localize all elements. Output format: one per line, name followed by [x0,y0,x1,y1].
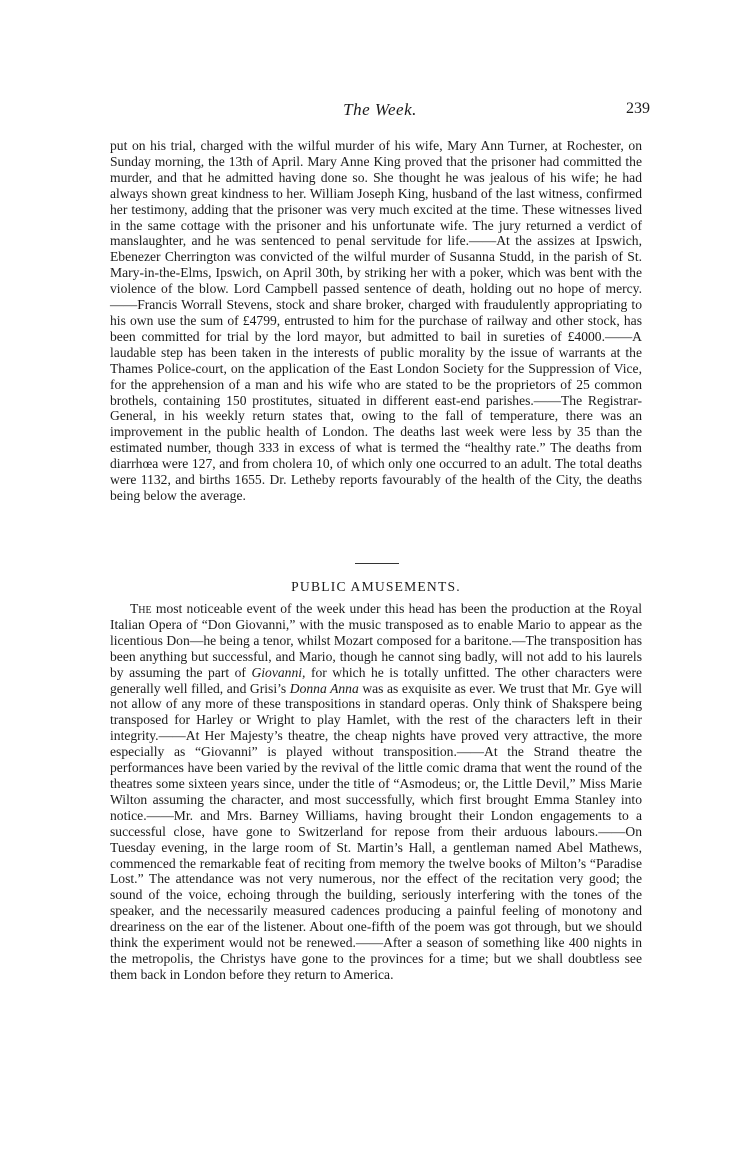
role-donna-anna: Donna Anna [289,680,359,696]
section-heading: PUBLIC AMUSEMENTS. [291,579,461,594]
amusements-paragraph [110,601,642,983]
page-number: 239 [626,100,650,117]
role-giovanni: Giovanni, [251,664,306,680]
amusements-text-part-2: for which he is totally unfitted. The other characters were generally well filled, and Grisi’s [110,664,643,696]
news-paragraph [110,138,642,504]
news-paragraph-text: put on his trial, charged with the wilful murder of his wife, Mary Ann Turner, at Rochester, on Sunday morning, the 13th of April. Mary Anne King proved that the prisoner had committed the murder, and that he admitted having done so. She thought he was jealous of his wife; he had always shown great kindness to her. William Joseph King, husband of the last witness, confirmed her testimony, adding that the prisoner was very much excited at the time. These witnesses lived in the same cottage with the prisoner and his unfortunate wife. The jury returned a verdict of manslaughter, and he was sentenced to penal servitude for life.——At the assizes at Ipswich, Ebenezer Cherrington was convicted of the wilful murder of Susanna Studd, in the parish of St. Mary-in-the-Elms, Ipswich, on April 30th, by striking her with a poker, which was bent with the violence of the blow. Lord Campbell passed sentence of death, holding out no hope of mercy.——Francis Worrall Stevens, stock and share broker, charged with fraudulently appropriating to his own use the sum of £4799, entrusted to him for the purchase of railway and other stock, has been committed for trial by the lord mayor, but admitted to bail in sureties of £4000.——A laudable step has been taken in the interests of public morality by the issue of warrants at the Thames Police-court, on the application of the East London Society for the Suppression of Vice, for the apprehension of a man and his wife who are stated to be the proprietors of 25 common brothels, containing 150 prostitutes, situated in different east-end parishes.——The Registrar-General, in his weekly return states that, owing to the fall of temperature, there was an improvement in the public health of London. The deaths last week were less by 35 than the estimated number, though 333 in excess of what is termed the “healthy rate.” The deaths from diarrhœa were 127, and from cholera 10, of which only one occurred to an adult. The total deaths were 1132, and births 1655. Dr. Letheby reports favourably of the health of the City, the deaths being below the average. [110,138,642,503]
section-divider [355,563,399,564]
page-header [110,100,650,122]
amusements-text-part-1: most noticeable event of the week under this head has been the production at the Royal Italian Opera of “Don Giovanni,” with the music transposed as to enable Mario to appear as the licentious Don—he being a tenor, whilst Mozart composed for a baritone.—The transposition has been anything but successful, and Mario, though he cannot sing badly, will not add to his laurels by assuming the part of [110,601,642,680]
running-title: The Week. [343,100,417,119]
amusements-paragraph-text [110,601,642,983]
lead-word: The [130,601,152,616]
amusements-text-part-3: was as exquisite as ever. We trust that Mr. Gye will not allow of any more of these transpositions in standard operas. Only think of Shakspere being transposed for Harley or Wright to play Hamlet, with the rest of the characters left in their integrity.——At Her Majesty’s theatre, the cheap nights have proved very attractive, the more especially as “Giovanni” is played without transposition.——At the Strand theatre the performances have been varied by the revival of the little comic drama that went the round of the theatres some sixteen years since, under the title of “Asmodeus; or, the Little Devil,” Miss Marie Wilton assuming the character, and most successfully, which first brought Emma Stanley into notice.——Mr. and Mrs. Barney Williams, having brought their London engagements to a successful close, have gone to Switzerland for repose from their arduous labours.——On Tuesday evening, in the large room of St. Martin’s Hall, a gentleman named Abel Mathews, commenced the remarkable feat of reciting from memory the twelve books of Milton’s “Paradise Lost.” The attendance was not very numerous, nor the effect of the recitation very good; the sound of the voice, echoing through the building, seriously interfering with the tones of the speaker, and the necessarily measured cadences producing a painful feeling of monotony and dreariness on the ear of the listener. About one-fifth of the poem was got through, but we should think the experiment would not be renewed.——After a season of something like 400 nights in the metropolis, the Christys have gone to the provinces for a time; but we shall doubtless see them back in London before they return to America. [110,680,642,982]
